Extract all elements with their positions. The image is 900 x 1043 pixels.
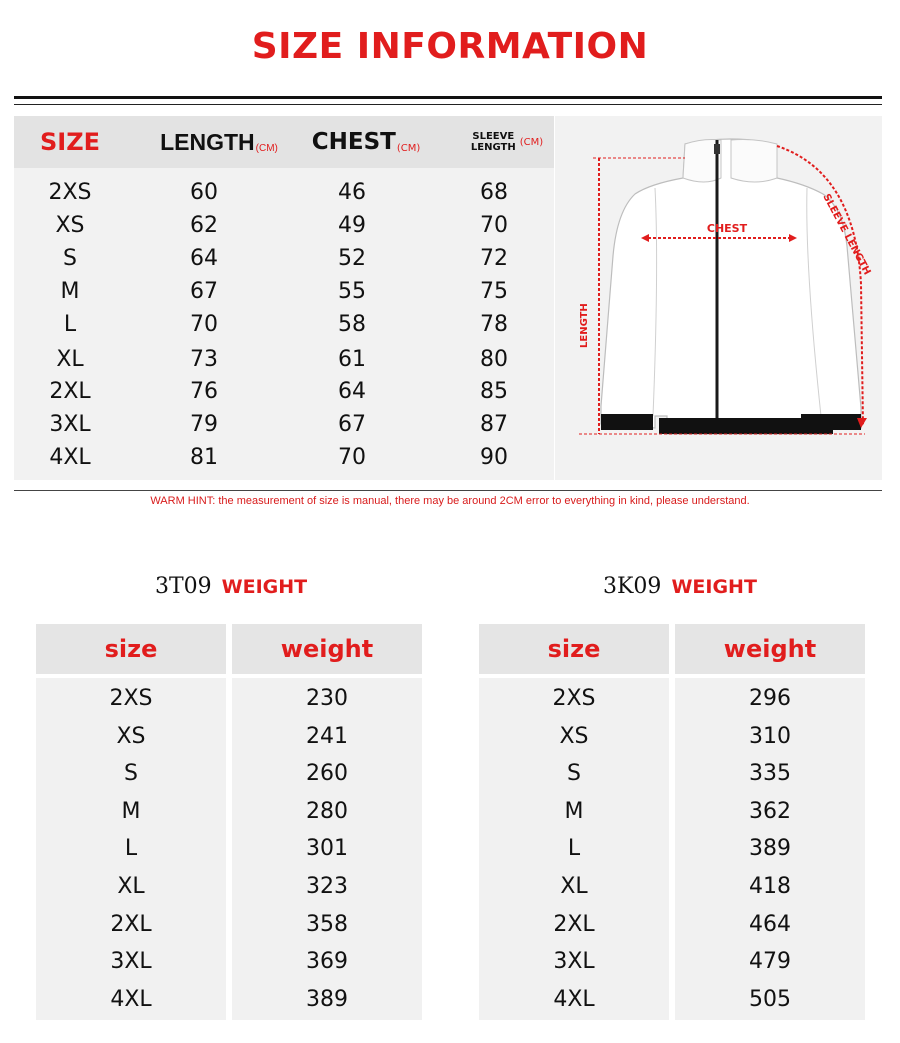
weight-table-1-cell-size: 3XL bbox=[110, 949, 152, 975]
title-divider bbox=[14, 96, 882, 99]
size-cell-chest: 49 bbox=[338, 213, 366, 238]
size-cell-sleeve: 80 bbox=[480, 347, 508, 372]
size-cell-length: 60 bbox=[190, 180, 218, 205]
jacket-diagram bbox=[555, 116, 882, 480]
chest-label: CHEST bbox=[706, 222, 748, 235]
weight-table-1-cell-size: XS bbox=[116, 723, 146, 749]
weight-table-2-cell-weight: 389 bbox=[749, 836, 791, 862]
size-row bbox=[14, 275, 554, 308]
size-cell-chest: 55 bbox=[338, 279, 366, 304]
weight-table-1-cell-weight: 241 bbox=[306, 723, 348, 749]
weight-table-2-cell-weight: 310 bbox=[749, 723, 791, 749]
weight-table-2-cell-size: S bbox=[567, 761, 581, 787]
size-cell-size: 2XS bbox=[48, 180, 92, 205]
weight-table-2-size-header: size bbox=[479, 624, 669, 674]
weight-table-2-weight-header: weight bbox=[675, 624, 865, 674]
size-cell-sleeve: 85 bbox=[480, 379, 508, 404]
weight-table-2-cell-weight: 479 bbox=[749, 949, 791, 975]
size-cell-sleeve: 90 bbox=[480, 445, 508, 470]
size-cell-length: 67 bbox=[190, 279, 218, 304]
header-size: SIZE bbox=[39, 128, 100, 156]
weight-table-2-cell-size: M bbox=[564, 798, 584, 824]
weight-table-2-cell-size: L bbox=[567, 836, 581, 862]
size-cell-length: 62 bbox=[190, 213, 218, 238]
left-cuff bbox=[601, 414, 653, 430]
weight-table-2-cell-weight: 296 bbox=[749, 686, 791, 711]
weight-table-1-cell-size: S bbox=[124, 761, 138, 787]
weight-label-1: WEIGHT bbox=[221, 576, 308, 598]
table-bottom-rule bbox=[14, 490, 882, 491]
header-sleeve-unit: (CM) bbox=[519, 136, 544, 148]
weight-table-1-cell-size: 2XL bbox=[110, 911, 152, 937]
weight-title-2 bbox=[603, 574, 757, 599]
weight-title-1 bbox=[155, 574, 307, 599]
weight-table-2-cell-size: 4XL bbox=[553, 986, 595, 1012]
size-cell-size: XL bbox=[56, 347, 84, 372]
size-cell-size: XS bbox=[55, 213, 85, 238]
size-cell-sleeve: 68 bbox=[480, 180, 508, 205]
weight-label-2: WEIGHT bbox=[671, 576, 757, 598]
size-row bbox=[14, 242, 554, 275]
size-cell-chest: 61 bbox=[338, 347, 366, 372]
size-cell-sleeve: 72 bbox=[480, 246, 508, 271]
size-cell-chest: 58 bbox=[338, 312, 366, 337]
size-cell-length: 70 bbox=[190, 312, 218, 337]
weight-table-2-cell-weight: 335 bbox=[749, 761, 791, 787]
size-row bbox=[14, 343, 554, 376]
size-cell-chest: 64 bbox=[338, 379, 366, 404]
weight-table-1-weight-header: weight bbox=[232, 624, 422, 674]
header-chest-unit: (CM) bbox=[396, 143, 421, 154]
weight-table-1-cell-weight: 389 bbox=[306, 986, 348, 1012]
size-row bbox=[14, 441, 554, 474]
size-cell-chest: 70 bbox=[338, 445, 366, 470]
weight-table-1-cell-weight: 323 bbox=[306, 874, 348, 899]
weight-table-1-size-header: size bbox=[36, 624, 226, 674]
weight-table-1-cell-weight: 280 bbox=[306, 798, 348, 824]
size-row bbox=[14, 375, 554, 408]
size-table-header bbox=[14, 116, 554, 168]
waistband bbox=[659, 418, 833, 434]
size-cell-length: 64 bbox=[190, 246, 218, 271]
weight-table-2-cell-size: XL bbox=[560, 874, 588, 899]
warm-hint: WARM HINT: the measurement of size is manual, there may be around 2CM error to everything in kind, please understand. bbox=[150, 495, 750, 507]
size-cell-size: 2XL bbox=[49, 379, 91, 404]
zipper-pull bbox=[714, 144, 720, 154]
weight-table-1-cell-size: 4XL bbox=[110, 986, 152, 1012]
weight-table-1-cell-size: L bbox=[124, 836, 138, 862]
weight-code-2: 3K09 bbox=[603, 574, 662, 599]
sleeve-length-label: SLEEVE LENGTH bbox=[820, 192, 873, 277]
size-row bbox=[14, 408, 554, 441]
weight-table-2-cell-weight: 464 bbox=[749, 911, 791, 937]
size-cell-length: 79 bbox=[190, 412, 218, 437]
weight-table-1-cell-weight: 358 bbox=[306, 911, 348, 937]
size-cell-chest: 46 bbox=[338, 180, 366, 205]
weight-table-1-cell-weight: 230 bbox=[306, 686, 348, 711]
title-divider-thin bbox=[14, 104, 882, 105]
header-length-unit: (CM) bbox=[255, 143, 278, 154]
weight-table-1-cell-size: XL bbox=[117, 874, 145, 899]
size-cell-chest: 52 bbox=[338, 246, 366, 271]
weight-table-2-cell-size: 3XL bbox=[553, 949, 595, 975]
jacket-collar-right bbox=[731, 140, 777, 183]
size-cell-sleeve: 75 bbox=[480, 279, 508, 304]
page-title: SIZE INFORMATION bbox=[251, 26, 649, 67]
size-cell-length: 73 bbox=[190, 347, 218, 372]
header-sleeve bbox=[460, 116, 554, 168]
weight-table-2-cell-weight: 418 bbox=[749, 874, 791, 899]
header-chest-label: CHEST bbox=[311, 129, 396, 155]
size-cell-chest: 67 bbox=[338, 412, 366, 437]
weight-table-1-cell-weight: 260 bbox=[306, 761, 348, 787]
size-row bbox=[14, 209, 554, 242]
size-cell-sleeve: 87 bbox=[480, 412, 508, 437]
jacket-body bbox=[601, 139, 861, 434]
size-cell-size: L bbox=[63, 312, 77, 337]
jacket-diagram-panel bbox=[555, 116, 882, 480]
size-cell-sleeve: 78 bbox=[480, 312, 508, 337]
weight-table-2-cell-weight: 362 bbox=[749, 798, 791, 824]
size-cell-length: 76 bbox=[190, 379, 218, 404]
size-cell-size: S bbox=[63, 246, 77, 271]
header-length-label: LENGTH bbox=[160, 128, 255, 155]
header-sleeve-line1: SLEEVE bbox=[472, 131, 515, 142]
weight-table-1-cell-size: 2XS bbox=[109, 686, 153, 711]
header-length bbox=[154, 116, 284, 168]
weight-table-1-cell-weight: 301 bbox=[306, 836, 348, 862]
size-table bbox=[14, 116, 554, 480]
header-chest bbox=[306, 116, 426, 168]
weight-table-2-cell-size: XS bbox=[559, 723, 589, 749]
size-cell-size: 3XL bbox=[49, 412, 91, 437]
weight-table-1-cell-size: M bbox=[121, 798, 141, 824]
weight-table-2-cell-size: 2XL bbox=[553, 911, 595, 937]
size-cell-length: 81 bbox=[190, 445, 218, 470]
weight-code-1: 3T09 bbox=[155, 574, 212, 599]
size-cell-sleeve: 70 bbox=[480, 213, 508, 238]
weight-table-1-cell-weight: 369 bbox=[306, 949, 348, 975]
weight-table-2-cell-size: 2XS bbox=[552, 686, 596, 711]
size-row bbox=[14, 308, 554, 341]
size-cell-size: M bbox=[60, 279, 80, 304]
weight-table-2-cell-weight: 505 bbox=[749, 986, 791, 1012]
size-cell-size: 4XL bbox=[49, 445, 91, 470]
size-row bbox=[14, 176, 554, 209]
length-label: LENGTH bbox=[579, 303, 590, 348]
header-sleeve-line2: LENGTH bbox=[470, 142, 516, 153]
